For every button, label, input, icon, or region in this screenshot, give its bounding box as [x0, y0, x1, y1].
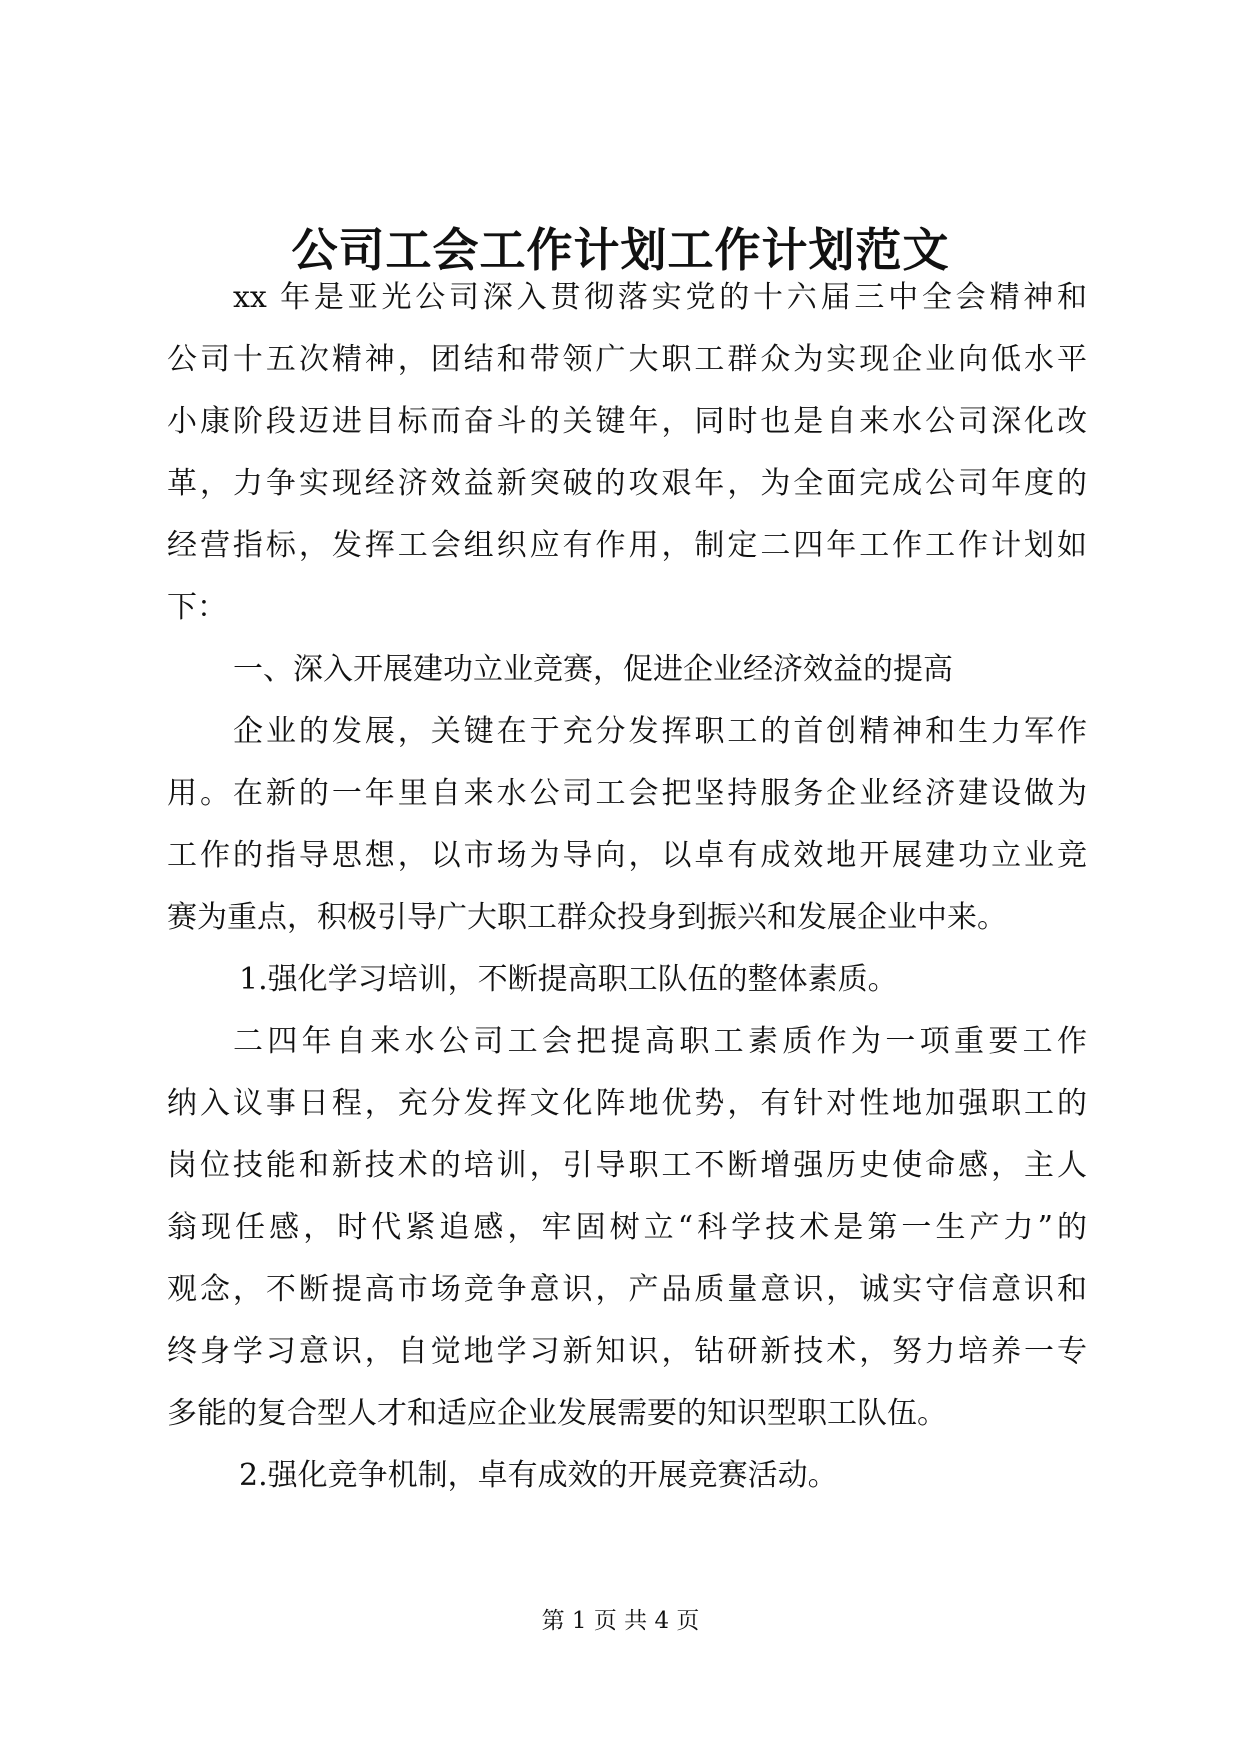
section-heading-line: 一、深入开展建功立业竞赛，促进企业经济效益的提高 [233, 652, 953, 687]
paragraph-intro [167, 267, 1087, 639]
body-text [167, 267, 1087, 1507]
paragraph-enterprise-development [167, 701, 1087, 949]
paragraph-line: 经营指标，发挥工会组织应有作用，制定二四年工作工作计划如 [167, 528, 1087, 563]
paragraph-line: xx 年是亚光公司深入贯彻落实党的十六届三中全会精神和 [233, 280, 1087, 315]
paragraph-line: 革，力争实现经济效益新突破的攻艰年，为全面完成公司年度的 [167, 466, 1087, 501]
document-title: 公司工会工作计划工作计划范文 [291, 223, 950, 277]
paragraph-line: 用。在新的一年里自来水公司工会把坚持服务企业经济建设做为 [167, 776, 1087, 811]
page-footer [0, 1606, 1241, 1636]
subheading-2 [167, 1445, 1087, 1507]
paragraph-line: 公司十五次精神，团结和带领广大职工群众为实现企业向低水平 [167, 342, 1087, 377]
section-heading-1 [167, 639, 1087, 701]
paragraph-line: 观念，不断提高市场竞争意识，产品质量意识，诚实守信意识和 [167, 1272, 1087, 1307]
paragraph-line: 赛为重点，积极引导广大职工群众投身到振兴和发展企业中来。 [167, 900, 1007, 935]
paragraph-line: 纳入议事日程，充分发挥文化阵地优势，有针对性地加强职工的 [167, 1086, 1087, 1121]
paragraph-line: 岗位技能和新技术的培训，引导职工不断增强历史使命感，主人 [167, 1148, 1087, 1183]
paragraph-line: 二四年自来水公司工会把提高职工素质作为一项重要工作 [233, 1024, 1087, 1059]
page-number-label: 第 1 页 共 4 页 [541, 1608, 700, 1634]
paragraph-line: 终身学习意识，自觉地学习新知识，钻研新技术，努力培养一专 [167, 1334, 1087, 1369]
subheading-line: 2.强化竞争机制，卓有成效的开展竞赛活动。 [239, 1458, 838, 1493]
subheading-1 [167, 949, 1087, 1011]
paragraph-line: 多能的复合型人才和适应企业发展需要的知识型职工队伍。 [167, 1396, 947, 1431]
paragraph-line: 企业的发展，关键在于充分发挥职工的首创精神和生力军作 [233, 714, 1087, 749]
paragraph-line: 下： [167, 590, 227, 625]
subheading-line: 1.强化学习培训，不断提高职工队伍的整体素质。 [239, 962, 898, 997]
paragraph-line: 小康阶段迈进目标而奋斗的关键年，同时也是自来水公司深化改 [167, 404, 1087, 439]
paragraph-line: 工作的指导思想，以市场为导向，以卓有成效地开展建功立业竞 [167, 838, 1087, 873]
paragraph-line: 翁现任感，时代紧追感，牢固树立“科学技术是第一生产力”的 [167, 1210, 1087, 1245]
paragraph-training [167, 1011, 1087, 1445]
